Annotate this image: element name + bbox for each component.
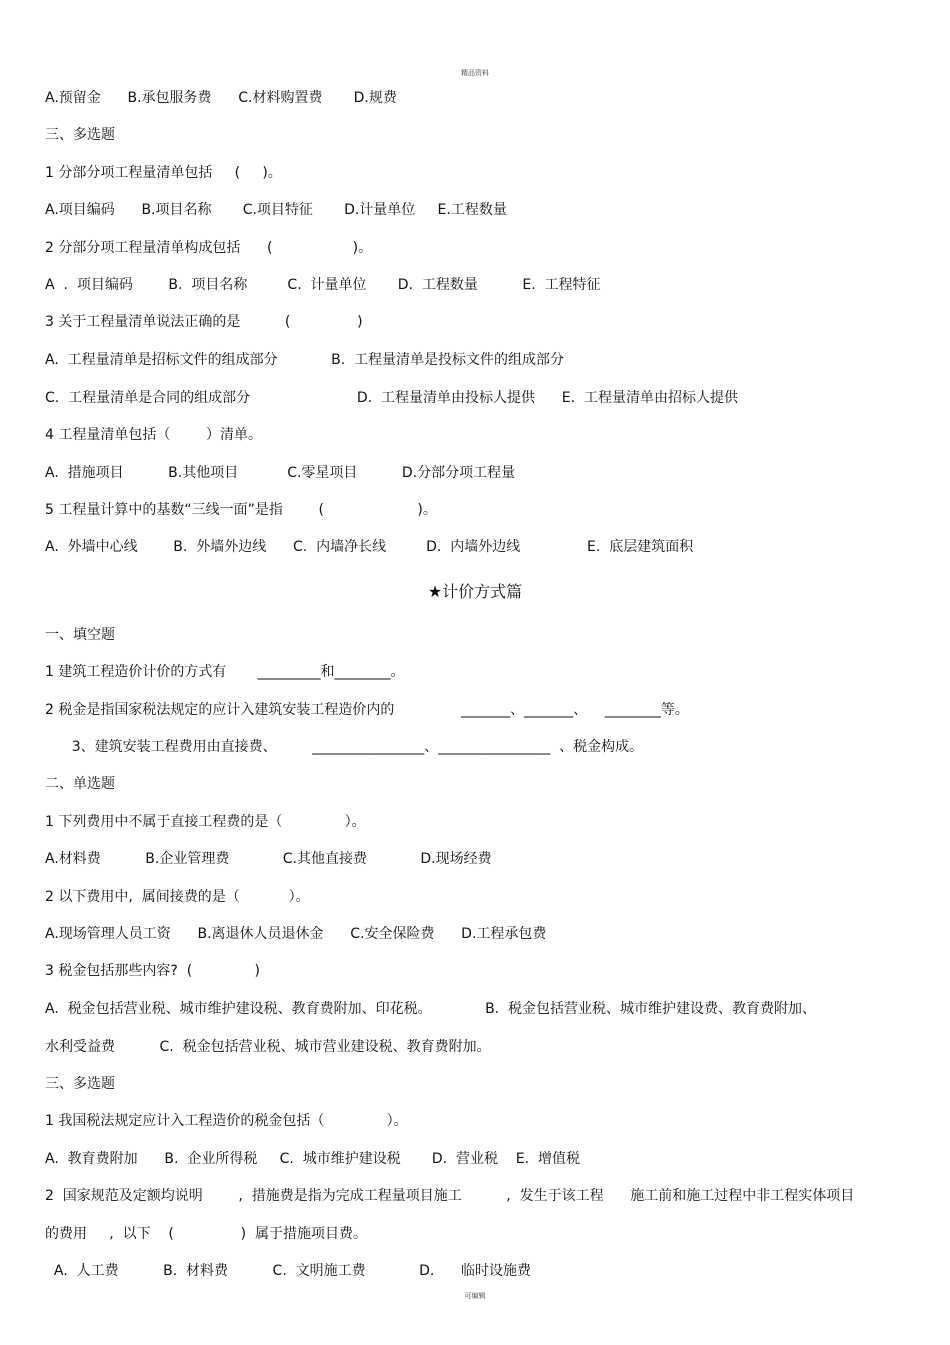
question-line: 2 国家规范及定额均说明 , 措施费是指为完成工程量项目施工 , 发生于该工程 施工前和施工过程中非工程实体项目 xyxy=(45,1188,855,1204)
options-line: A. 人工费 B. 材料费 C. 文明施工费 D. 临时设施费 xyxy=(45,1263,531,1279)
page-header: 精品资料 xyxy=(461,69,489,77)
question-line: 2 分部分项工程量清单构成包括 ( )。 xyxy=(45,240,373,256)
section-title: ★计价方式篇 xyxy=(427,582,523,601)
question-line: 3 关于工程量清单说法正确的是 ( ) xyxy=(45,314,363,330)
options-line: A.现场管理人员工资 B.离退休人员退休金 C.安全保险费 D.工程承包费 xyxy=(45,926,547,942)
question-line: 4 工程量清单包括（ ）清单。 xyxy=(45,427,262,443)
question-line: 2 税金是指国家税法规定的应计入建筑安装工程造价内的 _______、_______、 ________等。 xyxy=(45,702,689,718)
section-heading: 二、单选题 xyxy=(45,776,115,792)
options-line: A.材料费 B.企业管理费 C.其他直接费 D.现场经费 xyxy=(45,851,492,867)
page-footer: 可编辑 xyxy=(464,1292,486,1300)
options-line: 水利受益费 C. 税金包括营业税、城市营业建设税、教育费附加。 xyxy=(45,1039,491,1055)
text-line: A.预留金 B.承包服务费 C.材料购置费 D.规费 xyxy=(45,90,397,106)
section-heading: 三、多选题 xyxy=(45,1076,115,1092)
section-heading: 一、填空题 xyxy=(45,627,115,643)
question-line: 1 下列费用中不属于直接工程费的是（ ）。 xyxy=(45,814,366,830)
options-line: C. 工程量清单是合同的组成部分 D. 工程量清单由投标人提供 E. 工程量清单由招标人提供 xyxy=(45,390,738,406)
options-line: A. 外墙中心线 B. 外墙外边线 C. 内墙净长线 D. 内墙外边线 E. 底层建筑面积 xyxy=(45,539,694,555)
options-line: A . 项目编码 B. 项目名称 C. 计量单位 D. 工程数量 E. 工程特征 xyxy=(45,277,601,293)
options-line: A. 措施项目 B.其他项目 C.零星项目 D.分部分项工程量 xyxy=(45,465,516,481)
question-line: 3、建筑安装工程费用由直接费、 ________________、________________ 、税金构成。 xyxy=(45,739,644,755)
question-line: 1 建筑工程造价计价的方式有 _________和________。 xyxy=(45,664,405,680)
section-heading: 三、多选题 xyxy=(45,127,115,143)
options-line: A.项目编码 B.项目名称 C.项目特征 D.计量单位 E.工程数量 xyxy=(45,202,507,218)
question-line: 的费用 , 以下 ( ) 属于措施项目费。 xyxy=(45,1226,367,1242)
question-line: 5 工程量计算中的基数“三线一面”是指 ( )。 xyxy=(45,502,437,518)
options-line: A. 教育费附加 B. 企业所得税 C. 城市维护建设税 D. 营业税 E. 增值税 xyxy=(45,1151,580,1167)
question-line: 3 税金包括那些内容? ( ) xyxy=(45,963,260,979)
question-line: 1 我国税法规定应计入工程造价的税金包括（ ）。 xyxy=(45,1113,408,1129)
question-line: 1 分部分项工程量清单包括 ( )。 xyxy=(45,165,282,181)
question-line: 2 以下费用中, 属间接费的是（ ）。 xyxy=(45,889,310,905)
options-line: A. 税金包括营业税、城市维护建设税、教育费附加、印花税。 B. 税金包括营业税、城市维护建设费、教育费附加、 xyxy=(45,1001,817,1017)
options-line: A. 工程量清单是招标文件的组成部分 B. 工程量清单是投标文件的组成部分 xyxy=(45,352,565,368)
